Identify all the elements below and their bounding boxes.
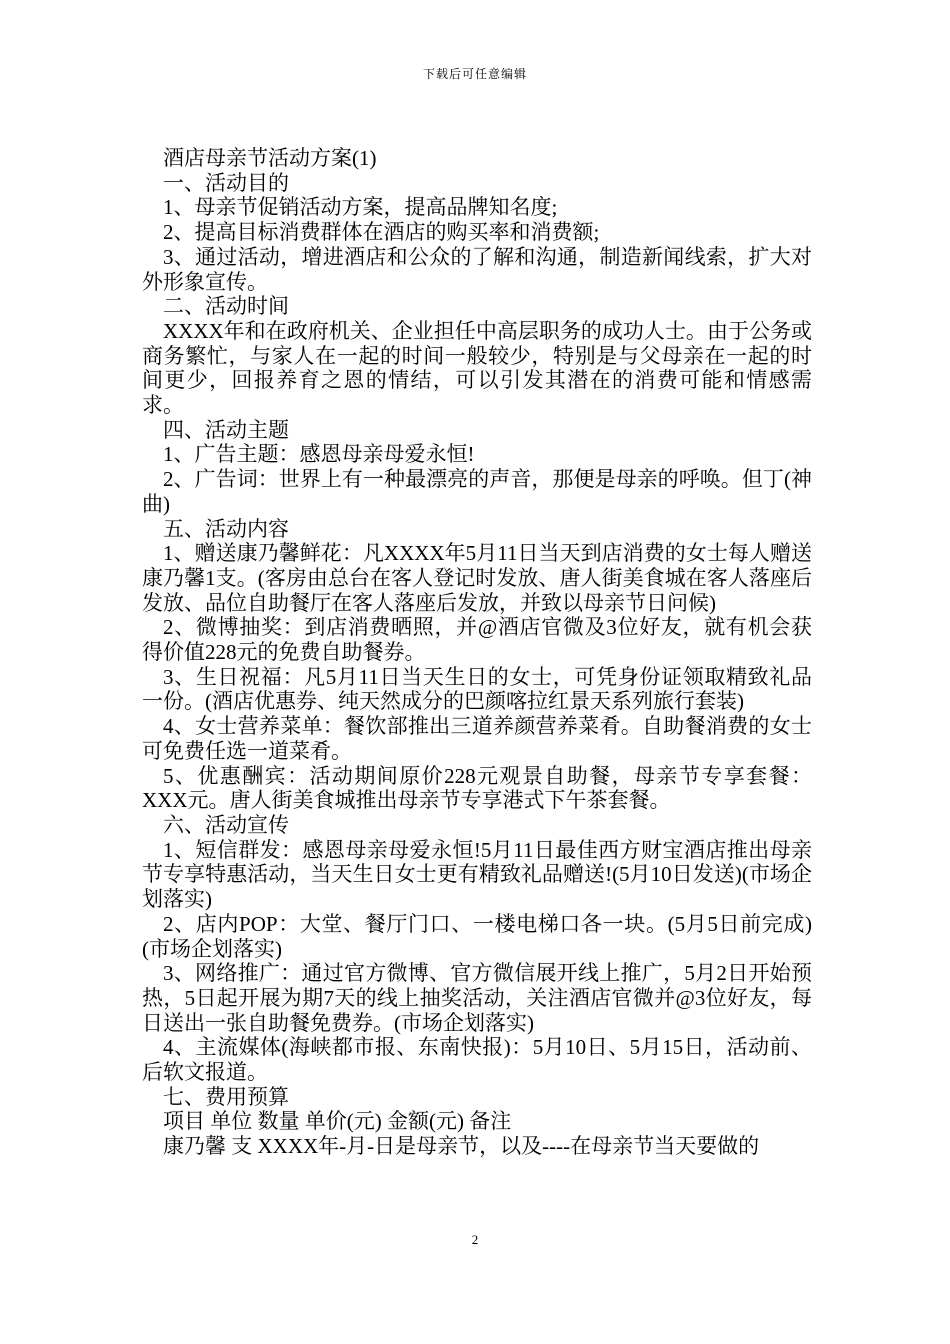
paragraph: XXXX年和在政府机关、企业担任中高层职务的成功人士。由于公务或商务繁忙，与家人在一起的时间一般较少，特别是与父母亲在一起的时间更少，回报养育之恩的情结，可以引发其潜在的消费可能和情感需求。: [142, 318, 812, 418]
section-heading: 二、活动时间: [163, 294, 289, 319]
budget-table-header: 项目 单位 数量 单价(元) 金额(元) 备注: [163, 1109, 512, 1134]
page-header: 下载后可任意编辑: [422, 67, 527, 81]
paragraph: 5、优惠酬宾：活动期间原价228元观景自助餐，母亲节专享套餐：XXX元。唐人街美食城推出母亲节专享港式下午茶套餐。: [142, 763, 812, 813]
paragraph: 3、网络推广：通过官方微博、官方微信展开线上推广，5月2日开始预热，5日起开展为期7天的线上抽奖活动，关注酒店官微并@3位好友，每日送出一张自助餐免费券。(市场企划落实): [142, 961, 812, 1035]
budget-table-row: 康乃馨 支 XXXX年-月-日是母亲节，以及----在母亲节当天要做的: [163, 1134, 760, 1159]
section-heading: 七、费用预算: [163, 1084, 289, 1109]
paragraph: 4、主流媒体(海峡都市报、东南快报)：5月10日、5月15日，活动前、后软文报道。: [142, 1035, 812, 1085]
paragraph: 2、店内POP：大堂、餐厅门口、一楼电梯口各一块。(5月5日前完成)(市场企划落实): [142, 911, 812, 961]
document-body: [142, 146, 812, 1159]
section-heading: 一、活动目的: [163, 170, 289, 195]
paragraph: 2、微博抽奖：到店消费晒照，并@酒店官微及3位好友，就有机会获得价值228元的免费自助餐券。: [142, 615, 812, 665]
page-number: 2: [471, 1232, 479, 1247]
document-title: 酒店母亲节活动方案(1): [163, 146, 377, 170]
section-heading: 六、活动宣传: [163, 812, 289, 837]
section-heading: 四、活动主题: [163, 417, 289, 442]
paragraph: 4、女士营养菜单：餐饮部推出三道养颜营养菜肴。自助餐消费的女士可免费任选一道菜肴。: [142, 714, 812, 763]
paragraph: 3、生日祝福：凡5月11日当天生日的女士，可凭身份证领取精致礼品一份。(酒店优惠券、纯天然成分的巴颜喀拉红景天系列旅行套装): [142, 664, 812, 714]
paragraph: 2、广告词：世界上有一种最漂亮的声音，那便是母亲的呼唤。但丁(神曲): [142, 467, 812, 516]
paragraph: 2、提高目标消费群体在酒店的购买率和消费额;: [163, 220, 600, 245]
paragraph: 1、短信群发：感恩母亲母爱永恒!5月11日最佳西方财宝酒店推出母亲节专享特惠活动，当天生日女士更有精致礼品赠送!(5月10日发送)(市场企划落实): [142, 837, 812, 912]
paragraph: 1、母亲节促销活动方案，提高品牌知名度;: [163, 195, 558, 220]
paragraph: 1、赠送康乃馨鲜花：凡XXXX年5月11日当天到店消费的女士每人赠送康乃馨1支。(客房由总台在客人登记时发放、唐人街美食城在客人落座后发放、品位自助餐厅在客人落座后发放，并致以母亲节日问候): [142, 541, 812, 615]
paragraph: 3、通过活动，增进酒店和公众的了解和沟通，制造新闻线索，扩大对外形象宣传。: [142, 244, 812, 294]
paragraph: 1、广告主题：感恩母亲母爱永恒!: [163, 442, 475, 467]
section-heading: 五、活动内容: [163, 516, 289, 541]
